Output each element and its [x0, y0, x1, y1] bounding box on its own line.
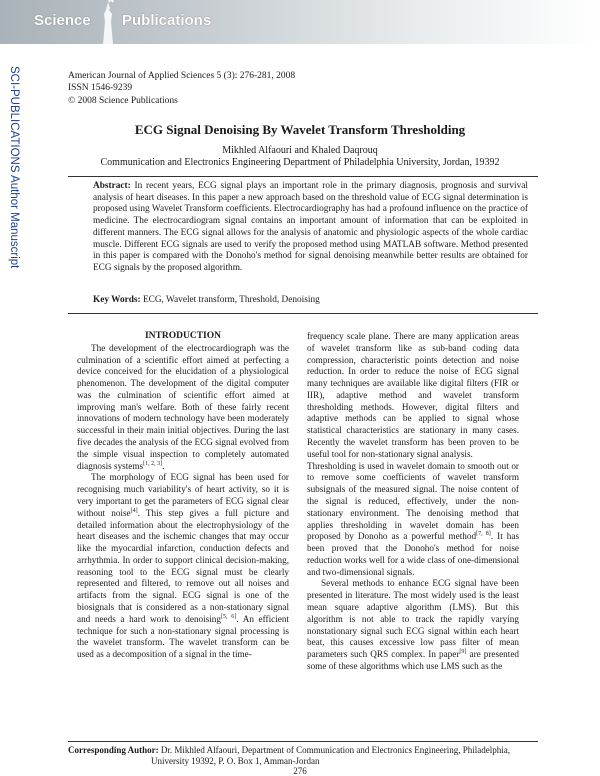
corresponding-author — [68, 745, 538, 767]
paragraph: The morphology of ECG signal has been used for recognising much variability's of heart activity, so it is very important to get the parameters of ECG signal clear without noise[4]. This step gives a full picture and detailed information about the electrophysiology of the heart diseases and the ischemic changes that may occur like the myocardial infarction, conduction defects and arrhythmia. In order to support clinical decision-making, reasoning tool to the ECG signal must be clearly represented and filtered, to remove out all noises and artifacts from the signal. ECG signal is one of the biosignals that is considered as a non-stationary signal and needs a hard work to denoising[5, 6]. An efficient technique for such a non-stationary signal processing is the wavelet transform. The wavelet transform can be used as a decomposition of a signal in the time- — [77, 472, 289, 660]
section-heading-introduction: INTRODUCTION — [144, 331, 221, 341]
paper-affiliation: Communication and Electronics Engineering Department of Philadelphia University, Jordan, 19392 — [100, 157, 500, 168]
journal-info — [68, 70, 295, 107]
journal-copyright: © 2008 Science Publications — [68, 95, 178, 106]
banner-word-science: Science — [34, 12, 91, 29]
divider-bottom — [68, 313, 538, 314]
abstract — [93, 181, 528, 275]
divider-top — [68, 176, 538, 177]
publisher-banner — [0, 0, 600, 44]
journal-issn: ISSN 1546-9239 — [68, 83, 133, 94]
corr-line1: Dr. Mikhled Alfaouri, Department of Communication and Electronics Engineering, Philadelphia, — [160, 745, 511, 755]
paragraph: The development of the electrocardiograph was the culmination of a scientific effort aimed at perfecting a device conceived for the elucidation of a physiological phenomenon. The development of the digital computer was the culmination of scientific effort aimed at improving man's welfare. Both of these fairly recent innovations of modern technology have been moderately successful in their main initial objectives. During the last five decades the analysis of the ECG signal evolved from the simple visual inspection to completely automated diagnosis systems[1, 2, 3]. — [77, 342, 289, 471]
paragraph: Several methods to enhance ECG signal have been presented in literature. The most widely used is the least mean square adaptive algorithm (LMS). But this algorithm is not able to track the rapidly varying nonstationary signal such ECG signal within each heart beat, this causes excessive low pass filter of mean parameters such QRS complex. In paper[9] are presented some of these algorithms which use LMS such as the — [307, 578, 519, 671]
keywords — [93, 295, 528, 305]
abstract-text: In recent years, ECG signal plays an important role in the primary diagnosis, prognosis and survival analysis of heart diseases. In this paper a new approach based on the threshold value of ECG signal determination is proposed using Wavelet Transform coefficients. Electrocardiography has had a profound influence on the practice of medicine. The electrocardiogram signal contains an important amount of information that can be exploited in different manners. The ECG signal allows for the analysis of anatomic and physiologic aspects of the whole cardiac muscle. Different ECG signals are used to verify the proposed method using MATLAB software. Method presented in this paper is compared with the Donoho's method for signal denoising meanwhile better results are obtained for ECG signals by the proposed algorithm. — [93, 181, 528, 273]
keywords-text: ECG, Wavelet transform, Threshold, Denoising — [142, 295, 320, 305]
divider-footer — [68, 741, 538, 742]
abstract-label: Abstract: — [93, 181, 131, 191]
paragraph: frequency scale plane. There are many application areas of wavelet transform like as sub-band coding data compression, characteristic points detection and noise reduction. In order to reduce the noise of ECG signal many techniques are available like digital filters (FIR or IIR), adaptive method and wavelet transform thresholding methods. However, digital filters and adaptive methods can be applied to signal whose statistical characteristics are stationary in many cases. Recently the wavelet transform has been proven to be useful tool for non-stationary signal analysis. — [307, 331, 519, 459]
author-manuscript-sidebar: SCI-PUBLICATIONS Author Manuscript — [8, 66, 20, 269]
keywords-label: Key Words: — [93, 295, 141, 305]
page-number: 276 — [293, 766, 307, 776]
paper-title: ECG Signal Denoising By Wavelet Transform Thresholding — [134, 122, 466, 137]
column-right — [307, 331, 519, 673]
statue-of-liberty-icon — [94, 0, 122, 44]
journal-citation: American Journal of Applied Sciences 5 (3): 276-281, 2008 — [68, 71, 296, 81]
banner-word-publications: Publications — [122, 12, 212, 29]
column-left — [77, 331, 289, 661]
paper-authors: Mikhled Alfaouri and Khaled Daqrouq — [222, 145, 378, 156]
corr-line2: University 19392, P. O. Box 1, Amman-Jordan — [151, 756, 320, 766]
corr-label: Corresponding Author: — [68, 745, 159, 755]
paragraph: Thresholding is used in wavelet domain to smooth out or to remove some coefficients of wavelet transform subsignals of the measured signal. The noise content of the signal is reduced, effectively, under the non-stationary environment. The denoising method that applies thresholding in wavelet domain has been proposed by Donoho as a powerful method[7, 8]. It has been proved that the Donoho's method for noise reduction works well for a wide class of one-dimensional and two-dimensional signals. — [307, 460, 520, 577]
